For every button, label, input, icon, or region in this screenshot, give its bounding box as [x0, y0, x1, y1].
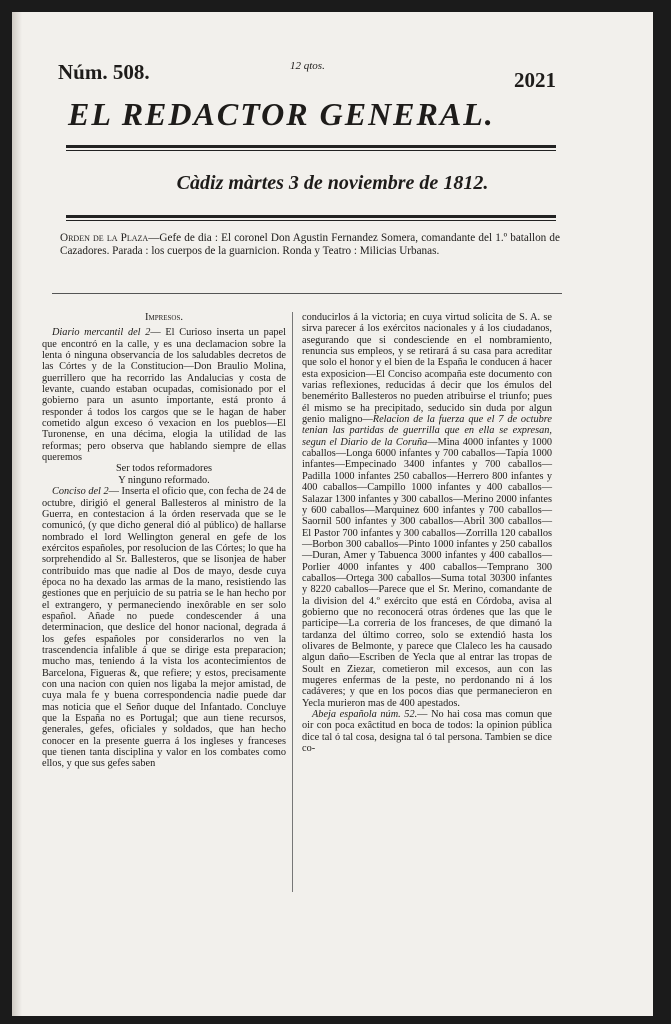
italic-title: Relacion de la fuerza que el 7 de octubre tenian las partidas de guerrilla que en ella se expresan, segun el Diario de la Coruña: [302, 414, 553, 448]
dateline: Càdiz màrtes 3 de noviembre de 1812.: [176, 172, 489, 194]
dateline-rule-thin: [66, 220, 556, 221]
masthead-title: EL REDACTOR GENERAL.: [68, 96, 495, 132]
paragraph-abeja-espanola: [302, 709, 552, 754]
orden-text: —Gefe de dia : El coronel Don Agustin Fernandez Somera, comandante del 1.º batallon de Cazadores. Parada : los cuerpos de la guarnicion. Ronda y Teatro : Milicias Urbanas.: [60, 232, 560, 257]
dateline-rule-thick: [66, 215, 556, 218]
source-title: Abeja española núm. 52.: [312, 709, 418, 721]
source-title: Conciso del 2: [52, 486, 109, 498]
paragraph-diario-mercantil: [42, 327, 286, 463]
masthead-rule-thick: [66, 145, 556, 148]
orden-de-la-plaza: [60, 232, 560, 257]
source-title: Diario mercantil del 2: [52, 327, 151, 339]
section-heading: Impresos.: [144, 312, 184, 323]
section-rule: [52, 293, 562, 294]
verse-line: Ser todos reformadores: [115, 463, 213, 475]
paragraph-body: — Inserta el oficio que, con fecha de 24 de octubre, dirigió el general Ballesteros al ministro de la Guerra, en contestacion á la órden reservada que se le comunicó, (y que dicho general dió al público) de hallarse nombrado el lord Wellington general en gefe de los exércitos españoles, por resolucion de las Córtes; lo que ha sorprehendido al Sr. Ballesteros, que se lisonjea de haber contribuido mas que nadie al Dos de mayo, desde cuya época no ha dexado las armas de la mano, resistiendo las gestiones que en perjuicio de su patria se le han hecho por el extrangero, y permaneciendo inexôrable en ser solo español. Añade no puede condescender á una determinacion, que deslice del honor nacional, degrada á los gefes españoles por considerarlos no ven la trascendencia infalible á que se dirige esta preparacion; mucho mas, teniendo á la vista los acontecimientos de Barcelona, Figueras &, que refiere; y estos, precisamente con una nacion con quien nos ligaba la mejor amistad, de cuya mala fe y buena correspondencia nadie puede dar mas noticia que el Señor duque del Infantado. Concluye que la España no es Portugal; que aun tiene recursos, generales, gefes, oficiales y soldados, que han hecho conocer en la presente guerra á los ingleses y franceses que tienen tanta disciplina y valor en los combates como ellos, y que sus gefes saben: [42, 486, 286, 770]
paragraph-body: conducirlos á la victoria; en cuya virtud solicita de S. A. se sirva parecer á los exércitos nacionales y á los ciudadanos, asegurando que si condesciende en el nombramiento, renuncia sus empleos, y se retirará á su casa para acreditar que solo el honor y el bien de la España le conducen á hacer esta exposicion—El Conciso acompaña este documento con varias reflexiones, reducidas á decir que los émulos del benemérito Ballesteros no pueden atribuirse el triunfo; pues él mismo se ha precipitado, seducido sin duda por algun genio maligno—: [302, 312, 552, 426]
left-column: [42, 312, 286, 770]
orden-label: Orden de la Plaza: [60, 232, 149, 244]
column-divider: [292, 312, 293, 892]
verse-line: Y ninguno reformado.: [118, 474, 210, 486]
page-edge-shadow: [12, 12, 22, 1016]
issue-number: Núm. 508.: [58, 60, 150, 84]
right-column: [302, 312, 552, 754]
paragraph-body: —Mina 4000 infantes y 1000 caballos—Longa 6000 infantes y 700 caballos—Tapia 1000 infantes—Empecinado 3400 infantes y 700 caballos—Padilla 1000 infantes 250 caballos—Herrero 800 infantes y 400 caballos—Campillo 1000 infantes y 400 caballos—Salazar 1300 infantes y 300 caballos—Merino 2000 infantes y 600 caballos—Marquinez 600 infantes y 700 caballos—Saornil 500 infantes y 300 caballos—Abril 300 caballos—El Pastor 700 infantes y 300 caballos—Zorrilla 120 caballos—Borbon 300 caballos—Pinto 1000 infantes y 250 caballos—Duran, Amer y Tabuenca 3000 infantes y 400 caballos—Porlier 4000 infantes y 400 caballos—Temprano 300 caballos—Ortega 300 caballos—Suma total 30300 infantes y 8220 caballos—Parece que el Sr. Merino, comandante de la division del 4.º exército que está en Córdoba, avisa al gobierno que no reconocerá otras órdenes que las que le participe—La correria de los franceses, de que dimanó la tardanza del último correo, solo se extendió hasta los olivares de Belmonte, y parece que Claleco les ha causado algun daño—Escriben de Yecla que al entrar las tropas de Soult en Ziezar, cometieron mil excesos, aun con las mugeres enfermas de la peste, no perdonando ni á los cadáveres; y que en los pocos dias que permanecieron en Yecla murieron mas de 400 apestados.: [302, 436, 553, 709]
paragraph-body: — No hai cosa mas comun que oir con poca exâctitud en boca de todos: la opinion pública dice tal ó tal cosa, designa tal ó tal persona. Tambien se dice co-: [302, 709, 552, 755]
masthead-rule-thin: [66, 150, 556, 151]
page-number: 2021: [514, 68, 556, 92]
issue-price: 12 qtos.: [290, 60, 325, 72]
paragraph-conciso: [42, 486, 286, 770]
paragraph-body: — El Curioso inserta un papel que encontró en la calle, y es una declamacion sobre la lenta ó ninguna observancia de los saludables decretos de las Córtes y de la Constitucion—Don Braulio Molina, guerrillero que ha recorrido las Andalucias y costa de levante, cuando estaban ocupadas, comisionado por el gobierno para un asunto importante, está pronto á responder á todos los cargos que se le hagan de haber cometido algun exceso ó vexacion en los pueblos—El Turonense, en una décima, elogia la utilidad de las reformas; pero observa que hablando siempre de ellas queremos: [42, 327, 286, 464]
newspaper-page: [12, 12, 653, 1016]
paragraph-continuation: [302, 312, 552, 709]
